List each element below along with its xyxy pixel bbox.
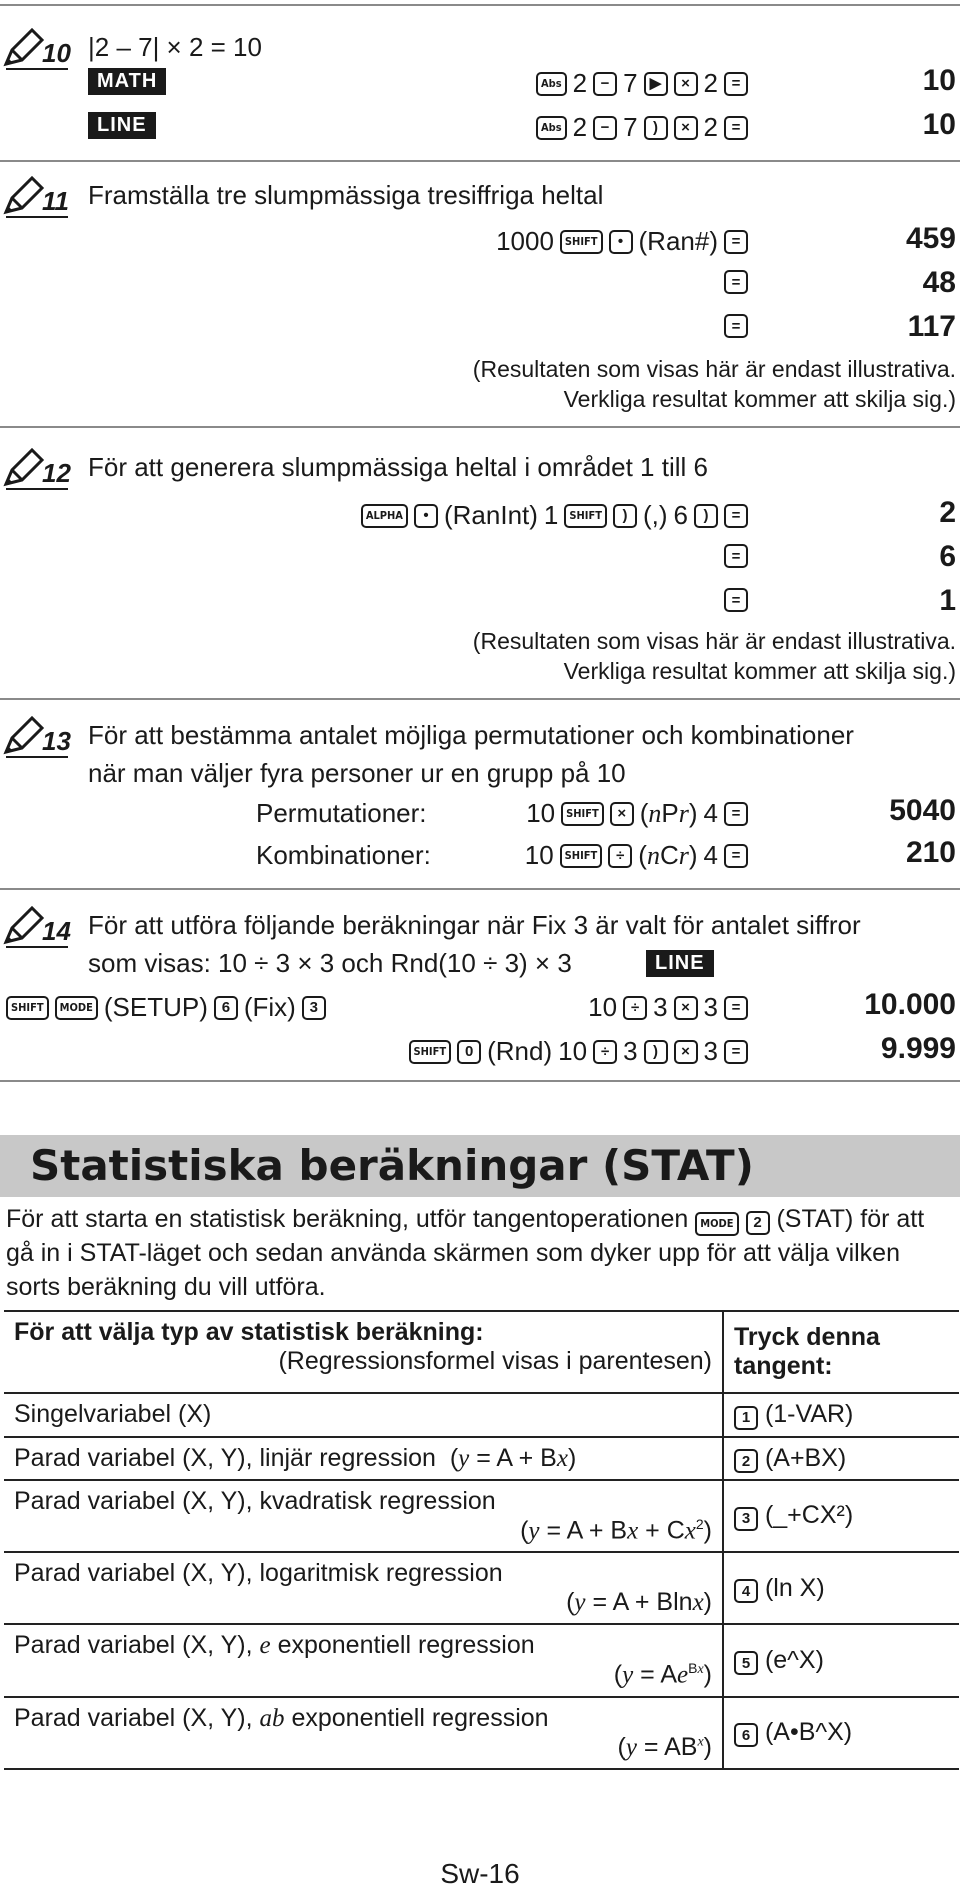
- mode-key: MODE: [55, 996, 98, 1020]
- example-number: 11: [42, 186, 69, 216]
- illustrative-note: (Resultaten som visas här är endast illustrativa.: [472, 356, 956, 382]
- pencil-icon: [2, 176, 46, 216]
- five-key: 5: [734, 1651, 758, 1675]
- equals-key: =: [724, 116, 748, 140]
- ex14-result-1: 10.000: [864, 988, 956, 1021]
- ex10-result-line: 10: [922, 108, 956, 141]
- combinations-result: 210: [905, 836, 956, 869]
- row-label: Parad variabel (X, Y), kvadratisk regression: [14, 1487, 496, 1515]
- table-row: Parad variabel (X, Y), logaritmisk regression (y = A + Blnx) 4 (ln X): [4, 1552, 959, 1624]
- two-key: 2: [734, 1449, 758, 1473]
- ex11-result: 459: [905, 222, 956, 255]
- row-label: Parad variabel (X, Y), e exponentiell regression: [14, 1631, 535, 1660]
- example-10-marker: [2, 28, 72, 72]
- mode-key: MODE: [695, 1212, 738, 1236]
- abs-key: Abs: [536, 72, 567, 96]
- abs-key: Abs: [536, 116, 567, 140]
- equals-key: =: [724, 1040, 748, 1064]
- example-13-marker: [2, 716, 72, 760]
- example-11-description: Framställa tre slumpmässiga tresiffriga heltal: [88, 180, 604, 210]
- pencil-icon: [2, 28, 46, 68]
- shift-key: SHIFT: [6, 996, 49, 1020]
- example-11-marker: [2, 176, 72, 220]
- equals-key: =: [724, 314, 748, 338]
- ex14-result-2: 9.999: [880, 1032, 956, 1065]
- example-number: 10: [42, 38, 71, 68]
- table-row: Parad variabel (X, Y), ab exponentiell regression $(y = AB^x)$ 6 (A•B^X): [4, 1697, 959, 1769]
- ex12-result: 6: [939, 540, 956, 573]
- ex11-result: 48: [922, 266, 956, 299]
- alpha-key: ALPHA: [361, 504, 408, 528]
- equals-key: =: [724, 844, 748, 868]
- divide-key: ÷: [608, 844, 632, 868]
- shift-key: SHIFT: [560, 844, 603, 868]
- multiply-key: ×: [610, 802, 634, 826]
- one-key: 1: [734, 1406, 758, 1430]
- ex12-keys: ALPHA • (RanInt) 1 SHIFT ) (,) 6 ) =: [361, 500, 748, 531]
- equals-key: =: [724, 504, 748, 528]
- equals-key: =: [724, 544, 748, 568]
- three-key: 3: [734, 1507, 758, 1531]
- example-12-description: För att generera slumpmässiga heltal i området 1 till 6: [88, 452, 708, 482]
- page-number: Sw-16: [440, 1858, 520, 1889]
- math-mode-badge: MATH: [88, 68, 166, 95]
- divider: [0, 426, 960, 428]
- ex14-setup-keys: SHIFT MODE (SETUP) 6 (Fix) 3: [6, 992, 326, 1023]
- shift-key: SHIFT: [560, 230, 603, 254]
- multiply-key: ×: [674, 72, 698, 96]
- example-12-marker: [2, 448, 72, 492]
- pencil-icon: [2, 716, 46, 756]
- section-paragraph: För att starta en statistisk beräkning, utför tangentoperationen MODE 2 (STAT) för att gå in i STAT-läget och sedan använda skärmen som dyker upp för att välja vilken sorts beräkning du vill utföra.: [6, 1205, 925, 1301]
- stat-type-table: [4, 1310, 959, 1770]
- permutations-label: Permutationer:: [256, 798, 427, 828]
- row-label: Singelvariabel (X): [14, 1400, 212, 1428]
- equals-key: =: [724, 230, 748, 254]
- table-row: Singelvariabel (X) 1 (1-VAR): [4, 1393, 959, 1437]
- ex10-math-keys: Abs 2 − 7 ▶ × 2 =: [536, 68, 748, 99]
- table-head-left-sub: (Regressionsformel visas i parentesen): [278, 1347, 712, 1375]
- shift-key: SHIFT: [409, 1040, 452, 1064]
- example-13-description: när man väljer fyra personer ur en grupp på 10: [88, 758, 626, 788]
- section-header: [0, 1135, 960, 1197]
- line-mode-badge: LINE: [88, 112, 156, 139]
- ex13-perm-keys: 10 SHIFT × (nPr) 4 =: [526, 798, 748, 829]
- multiply-key: ×: [674, 1040, 698, 1064]
- row-formula: (y = A + Blnx): [566, 1588, 712, 1617]
- ex11-keys-2: [724, 270, 748, 294]
- shift-key: SHIFT: [561, 802, 604, 826]
- row-formula: $(y = A + Bx + Cx^2)$: [520, 1516, 712, 1545]
- four-key: 4: [734, 1579, 758, 1603]
- example-10-expression: |2 – 7| × 2 = 10: [88, 32, 262, 62]
- row-formula: $(y = AB^x)$: [617, 1732, 712, 1761]
- close-paren-key: ): [644, 116, 668, 140]
- two-key: 2: [746, 1211, 770, 1235]
- divider: [0, 698, 960, 700]
- table-row: Parad variabel (X, Y), e exponentiell regression $(y = Ae^{Bx})$ 5 (e^X): [4, 1624, 959, 1696]
- ex10-result-math: 10: [922, 64, 956, 97]
- close-paren-key: ): [644, 1040, 668, 1064]
- equals-key: =: [724, 72, 748, 96]
- section-title: Statistiska beräkningar (STAT): [30, 1141, 754, 1190]
- illustrative-note: Verkliga resultat kommer att skilja sig.): [563, 386, 956, 412]
- equals-key: =: [724, 996, 748, 1020]
- table-header-row: [4, 1311, 959, 1393]
- example-number: 14: [42, 916, 71, 946]
- table-head-right: Tryck denna tangent:: [734, 1323, 880, 1380]
- row-label: Parad variabel (X, Y), linjär regression: [14, 1443, 436, 1472]
- dot-key: •: [414, 504, 438, 528]
- minus-key: −: [593, 72, 617, 96]
- example-13-description: För att bestämma antalet möjliga permutationer och kombinationer: [88, 720, 854, 750]
- divider: [0, 888, 960, 890]
- close-paren-key: ): [613, 504, 637, 528]
- ex14-calc1-keys: 10 ÷ 3 × 3 =: [588, 992, 748, 1023]
- illustrative-note: (Resultaten som visas här är endast illustrativa.: [472, 628, 956, 654]
- example-14-description: För att utföra följande beräkningar när Fix 3 är valt för antalet siffror: [88, 910, 861, 940]
- ex11-keys: 1000 SHIFT • (Ran#) =: [496, 226, 748, 257]
- row-label: Parad variabel (X, Y), logaritmisk regression: [14, 1559, 503, 1588]
- multiply-key: ×: [674, 116, 698, 140]
- row-formula: $(y = Ae^{Bx})$: [613, 1660, 712, 1689]
- divide-key: ÷: [593, 1040, 617, 1064]
- table-row: Parad variabel (X, Y), linjär regression (y = A + Bx) 2 (A+BX): [4, 1437, 959, 1481]
- equals-key: =: [724, 802, 748, 826]
- ex12-keys-2: [724, 544, 748, 568]
- example-14-description: som visas: 10 ÷ 3 × 3 och Rnd(10 ÷ 3) × 3: [88, 948, 572, 978]
- ex10-line-keys: Abs 2 − 7 ) × 2 =: [536, 112, 748, 143]
- divider: [0, 160, 960, 162]
- pencil-icon: [2, 906, 46, 946]
- ex12-result: 2: [939, 496, 956, 529]
- equals-key: =: [724, 270, 748, 294]
- line-mode-badge: LINE: [646, 950, 714, 977]
- ex13-comb-keys: 10 SHIFT ÷ (nCr) 4 =: [525, 840, 748, 871]
- ex14-calc2-keys: SHIFT 0 (Rnd) 10 ÷ 3 ) × 3 =: [409, 1036, 748, 1067]
- pencil-icon: [2, 448, 46, 488]
- minus-key: −: [593, 116, 617, 140]
- six-key: 6: [214, 996, 238, 1020]
- ncr-label: (nCr): [638, 840, 698, 870]
- ex12-result: 1: [939, 584, 956, 617]
- row-label: Parad variabel (X, Y), ab exponentiell regression: [14, 1703, 549, 1732]
- ex11-keys-3: [724, 314, 748, 338]
- illustrative-note: Verkliga resultat kommer att skilja sig.): [563, 658, 956, 684]
- shift-key: SHIFT: [564, 504, 607, 528]
- divider: [0, 1080, 960, 1082]
- table-row: Parad variabel (X, Y), kvadratisk regression $(y = A + Bx + Cx^2)$ 3 (_+CX²): [4, 1480, 959, 1552]
- three-key: 3: [302, 996, 326, 1020]
- example-number: 13: [42, 726, 71, 756]
- ex11-result: 117: [907, 310, 956, 343]
- example-number: 12: [42, 458, 71, 488]
- combinations-label: Kombinationer:: [256, 840, 431, 870]
- example-14-marker: [2, 906, 72, 950]
- top-rule: [0, 4, 960, 6]
- zero-key: 0: [457, 1040, 481, 1064]
- multiply-key: ×: [674, 996, 698, 1020]
- equals-key: =: [724, 588, 748, 612]
- permutations-result: 5040: [889, 794, 956, 827]
- npr-label: (nPr): [639, 798, 698, 828]
- close-paren-key: ): [694, 504, 718, 528]
- ex12-keys-3: [724, 588, 748, 612]
- right-arrow-key: ▶: [644, 72, 668, 96]
- table-head-left: För att välja typ av statistisk beräkning:: [14, 1318, 484, 1346]
- dot-key: •: [609, 230, 633, 254]
- six-key: 6: [734, 1723, 758, 1747]
- divide-key: ÷: [623, 996, 647, 1020]
